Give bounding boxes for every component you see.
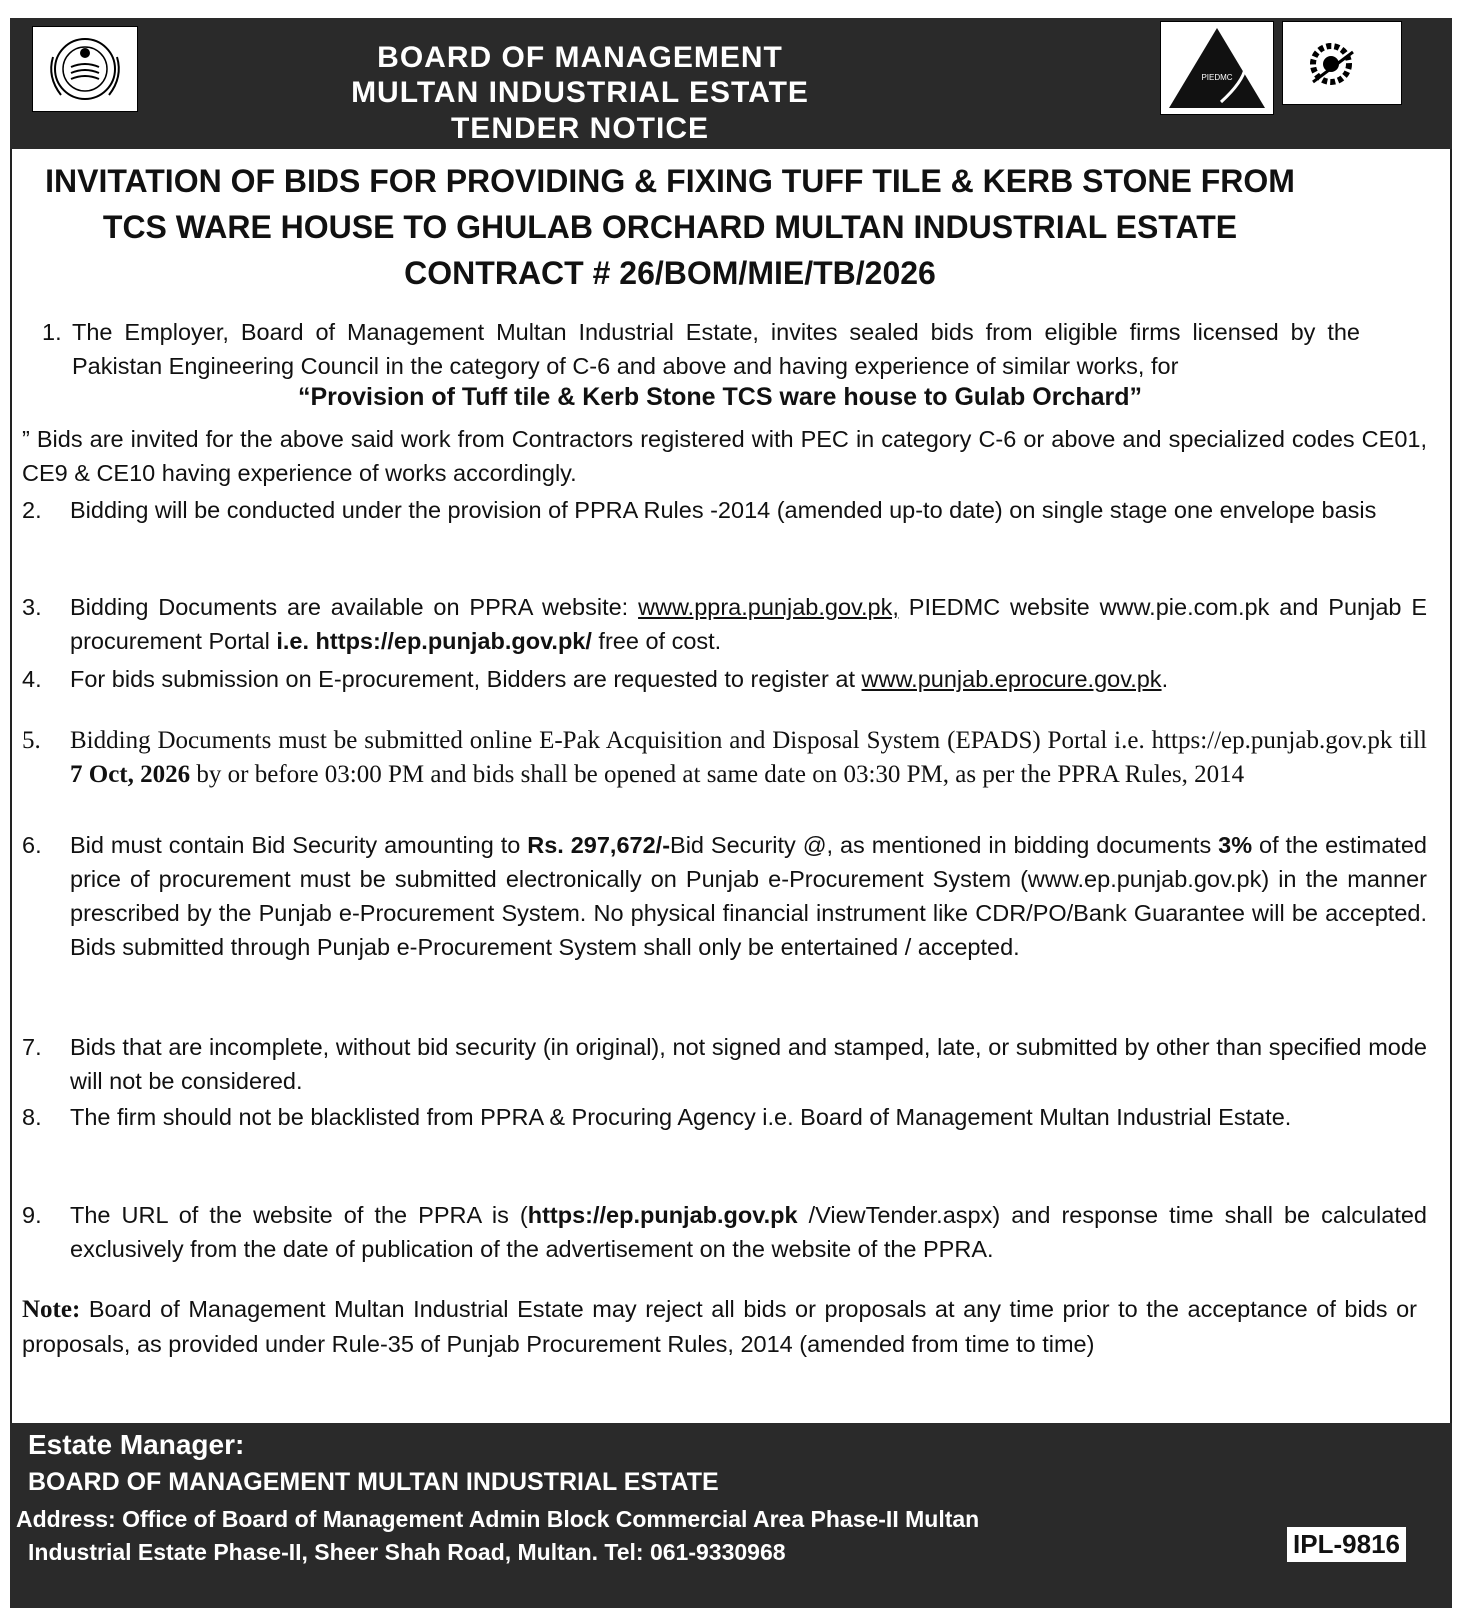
title-line-1: INVITATION OF BIDS FOR PROVIDING & FIXING TUFF TILE & KERB STONE FROM bbox=[45, 163, 1295, 199]
item-5-number: 5. bbox=[22, 727, 41, 754]
item-6-part-c: of the estimated price of procurement must be submitted electronically on Punjab e-Procurement System (www.ep.punjab.gov.pk) in the manner prescribed by the Punjab e-Procurement System. No physical financial instrument like CDR/PO/Bank Guarantee will be accepted. Bids submitted through Punjab e-Procurement System shall only be entertained / accepted. bbox=[70, 832, 1427, 960]
item-4-part-a: For bids submission on E-procurement, Bidders are requested to register at bbox=[70, 666, 862, 692]
item-4-part-b: . bbox=[1161, 666, 1169, 692]
title-line-2: TCS WARE HOUSE TO GHULAB ORCHARD MULTAN INDUSTRIAL ESTATE bbox=[102, 209, 1238, 245]
item-5-part-a: Bidding Documents must be submitted online E-Pak Acquisition and Disposal System (EPADS) Portal i.e. https://ep.punjab.gov.pk till bbox=[70, 727, 1427, 754]
item-8-text: The firm should not be blacklisted from PPRA & Procuring Agency i.e. Board of Management Multan Industrial Estate. bbox=[70, 1104, 1292, 1130]
piedmc-logo bbox=[1160, 21, 1274, 115]
item-4-number: 4. bbox=[22, 666, 42, 692]
ep-portal-link[interactable]: i.e. https://ep.punjab.gov.pk/ bbox=[276, 628, 592, 654]
piedmc-triangle-icon bbox=[1161, 22, 1273, 114]
item-3 bbox=[22, 590, 1427, 660]
address-line-1: Address: Office of Board of Management Admin Block Commercial Area Phase-II Multan bbox=[16, 1506, 980, 1532]
item-3-part-a: Bidding Documents are available on PPRA website: bbox=[70, 594, 639, 620]
ppra-website-link[interactable]: www.ppra.punjab.gov.pk, bbox=[638, 594, 899, 620]
note bbox=[22, 1292, 1417, 1361]
header-banner bbox=[10, 18, 1452, 149]
item-1 bbox=[42, 315, 1360, 385]
item-9-number: 9. bbox=[22, 1202, 42, 1228]
note-text: Board of Management Multan Industrial Estate may reject all bids or proposals at any time prior to the acceptance of bids or proposals, as provided under Rule-35 of Punjab Procurement Rules, 2014 (amended from time to time) bbox=[22, 1296, 1417, 1357]
item-8-number: 8. bbox=[22, 1104, 42, 1130]
item-6-part-b: Bid Security @, as mentioned in bidding documents bbox=[670, 832, 1219, 858]
punjab-govt-logo bbox=[32, 26, 138, 112]
eprocure-register-link[interactable]: www.punjab.eprocure.gov.pk bbox=[861, 666, 1162, 692]
item-1-number: 1. bbox=[42, 319, 62, 345]
item-2 bbox=[22, 493, 1427, 563]
item-5-text bbox=[70, 724, 1427, 792]
item-1-text: The Employer, Board of Management Multan Industrial Estate, invites sealed bids from eligible firms licensed by the Pakistan Engineering Council in the category of C-6 and above and having experience of similar works, for bbox=[72, 319, 1360, 379]
item-9-text bbox=[70, 1198, 1427, 1266]
item-4 bbox=[22, 662, 1427, 698]
item-3-text bbox=[70, 590, 1427, 658]
signatory-org: BOARD OF MANAGEMENT MULTAN INDUSTRIAL ESTATE bbox=[28, 1468, 719, 1496]
item-6-part-a: Bid must contain Bid Security amounting to bbox=[70, 832, 528, 858]
note-label: Note: bbox=[22, 1296, 81, 1323]
item-5-part-b: by or before 03:00 PM and bids shall be opened at same date on 03:30 PM, as per the PPRA Rules, 2014 bbox=[190, 761, 1245, 788]
item-6-number: 6. bbox=[22, 832, 42, 858]
item-9-part-a: The URL of the website of the PPRA is ( bbox=[70, 1202, 528, 1228]
mie-gear-icon bbox=[1283, 22, 1401, 104]
item-7 bbox=[22, 1030, 1427, 1100]
header-line-1: BOARD OF MANAGEMENT bbox=[377, 41, 783, 74]
item-2-text: Bidding will be conducted under the provision of PPRA Rules -2014 (amended up-to date) on single stage one envelope basis bbox=[70, 497, 1377, 523]
work-title: “Provision of Tuff tile & Kerb Stone TCS ware house to Gulab Orchard” bbox=[297, 383, 1143, 411]
item-6-text bbox=[70, 828, 1427, 964]
item-9 bbox=[22, 1198, 1427, 1268]
item-4-text bbox=[70, 662, 1427, 696]
ppra-url[interactable]: https://ep.punjab.gov.pk bbox=[527, 1202, 798, 1228]
item-5 bbox=[22, 724, 1427, 828]
bid-security-amount: Rs. 297,672/- bbox=[527, 832, 671, 858]
header-line-3: TENDER NOTICE bbox=[450, 112, 709, 145]
signatory-role: Estate Manager: bbox=[28, 1429, 245, 1460]
item-3-number: 3. bbox=[22, 594, 42, 620]
address-line-2: Industrial Estate Phase-II, Sheer Shah Road, Multan. Tel: 061-9330968 bbox=[28, 1539, 786, 1565]
item-3-part-b: PIEDMC website www.pie.com.pk and Punjab E procurement Portal bbox=[70, 594, 1427, 654]
header-line-2: MULTAN INDUSTRIAL ESTATE bbox=[351, 76, 809, 109]
item-9-part-b: /ViewTender.aspx) and response time shall be calculated exclusively from the date of publication of the advertisement on the website of the PPRA. bbox=[70, 1202, 1427, 1262]
item-7-text: Bids that are incomplete, without bid security (in original), not signed and stamped, late, or submitted by other than specified mode will not be considered. bbox=[70, 1034, 1427, 1094]
item-3-part-c: free of cost. bbox=[591, 628, 722, 654]
item-1-continuation: ” Bids are invited for the above said work from Contractors registered with PEC in category C-6 or above and specialized codes CE01, CE9 & CE10 having experience of works accordingly. bbox=[22, 426, 1427, 486]
contract-number: CONTRACT # 26/BOM/MIE/TB/2026 bbox=[404, 255, 936, 291]
item-7-number: 7. bbox=[22, 1034, 42, 1060]
item-6 bbox=[22, 828, 1427, 998]
footer-banner bbox=[10, 1423, 1452, 1608]
punjab-emblem-icon bbox=[33, 27, 137, 111]
item-8 bbox=[22, 1100, 1427, 1170]
piedmc-logo-text: PIEDMC bbox=[1201, 73, 1233, 82]
ad-code: IPL-9816 bbox=[1287, 1527, 1406, 1562]
item-2-number: 2. bbox=[22, 497, 42, 523]
bid-security-percent: 3% bbox=[1218, 832, 1253, 858]
submission-deadline: 7 Oct, 2026 bbox=[70, 761, 191, 788]
mie-logo bbox=[1282, 21, 1402, 105]
